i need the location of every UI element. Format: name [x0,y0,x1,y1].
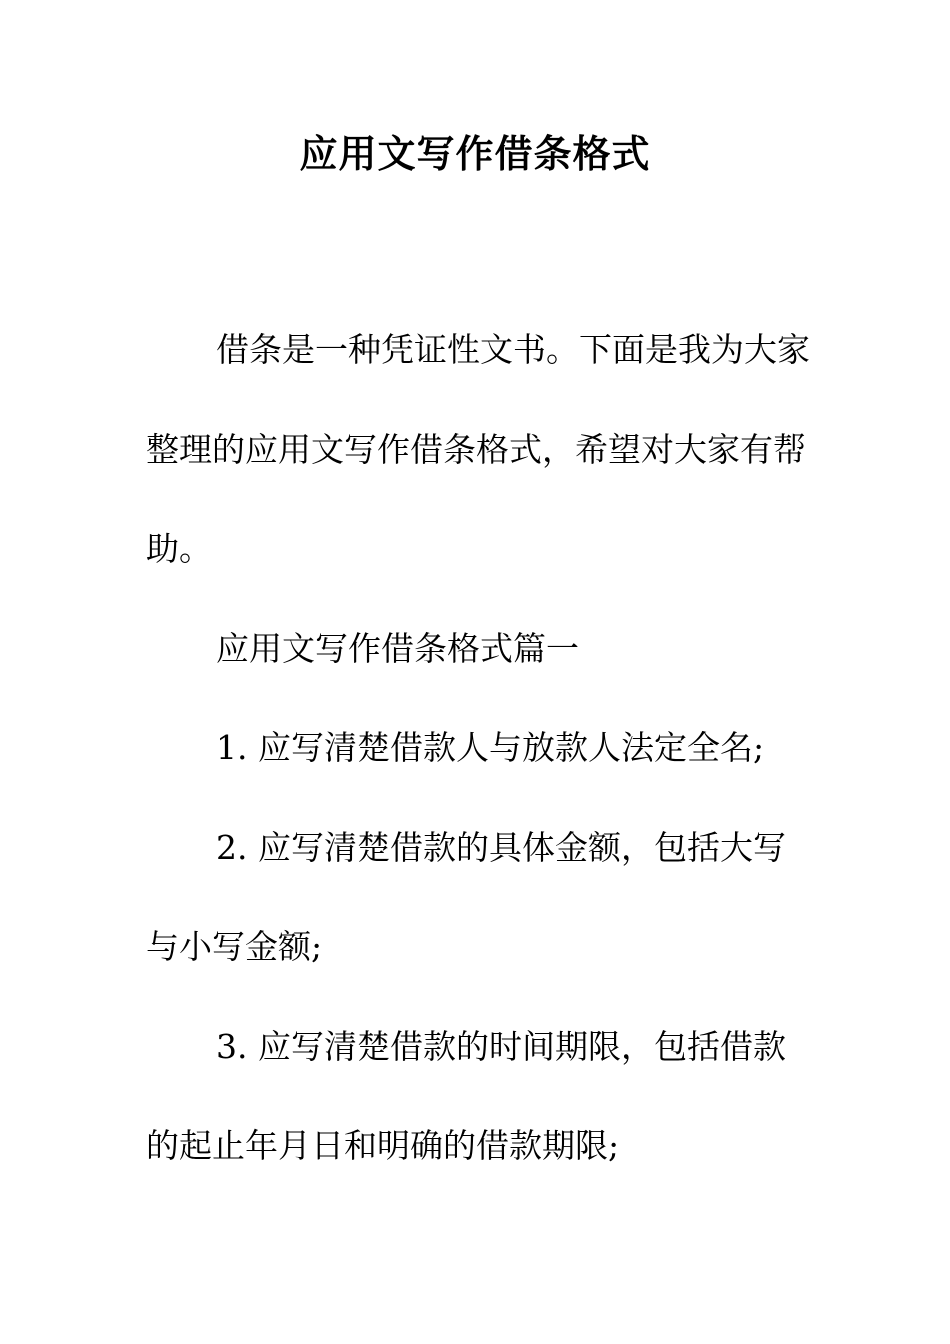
list-item-1: 1. 应写清楚借款人与放款人法定全名; [216,728,765,767]
section-heading: 应用文写作借条格式篇一 [216,628,579,668]
document-body [146,300,816,1196]
document-title: 应用文写作借条格式 [299,132,651,176]
list-item-3: 3. 应写清楚借款的时间期限，包括借款的起止年月日和明确的借款期限; [146,1026,786,1165]
intro-paragraph: 借条是一种凭证性文书。下面是我为大家整理的应用文写作借条格式，希望对大家有帮助。 [146,330,810,568]
list-item-2: 2. 应写清楚借款的具体金额，包括大写与小写金额; [146,827,786,966]
